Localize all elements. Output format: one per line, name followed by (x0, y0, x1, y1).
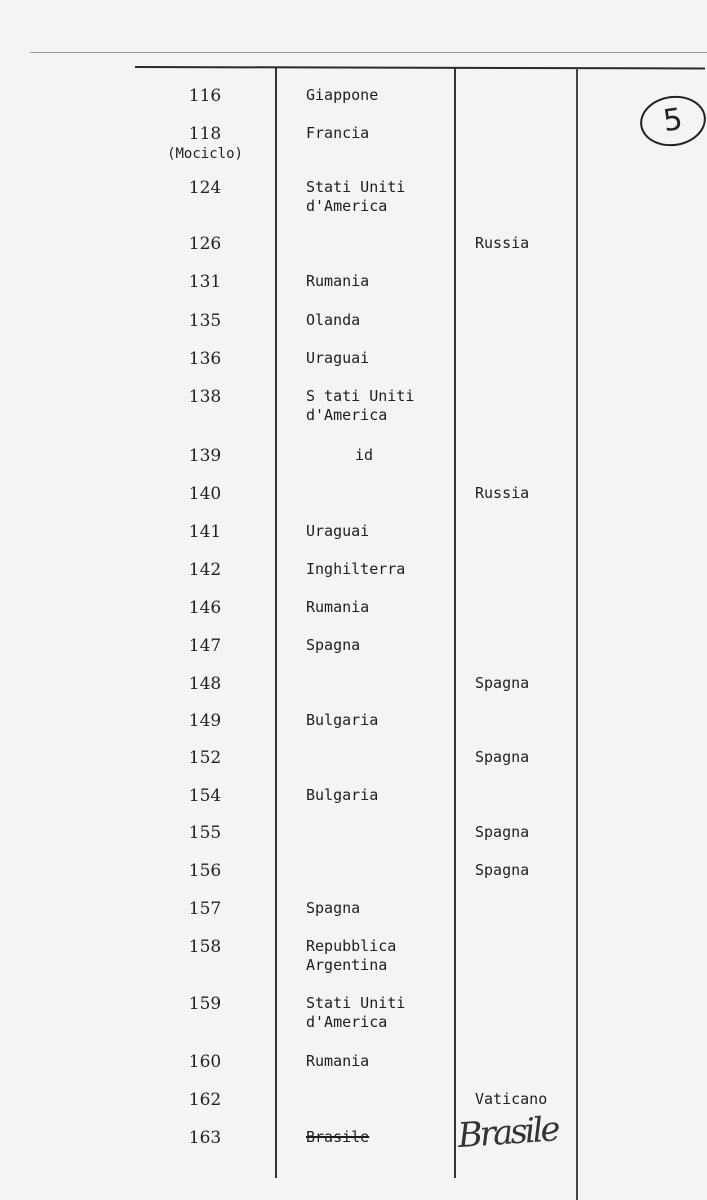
entry-number-text: 140 (188, 484, 222, 504)
table-row (0, 1090, 707, 1120)
third-column-cell: Vaticano (475, 1090, 548, 1108)
table-row (0, 1128, 707, 1158)
entry-number (140, 899, 270, 919)
entry-subtitle: (Mociclo) (167, 146, 243, 162)
country-cell: S tati Uniti d'America (306, 387, 415, 424)
table-row (0, 446, 707, 476)
entry-number-text: 141 (188, 522, 222, 542)
country-cell: Giappone (306, 86, 379, 104)
table-row (0, 994, 707, 1031)
entry-number (140, 823, 270, 843)
entry-number (140, 786, 270, 806)
entry-number (140, 124, 270, 164)
country-cell: Rumania (306, 272, 370, 290)
entry-number (140, 1090, 270, 1110)
entry-number (140, 674, 270, 694)
entry-number-text: 157 (188, 899, 222, 919)
entry-number (140, 994, 270, 1014)
entry-number (140, 86, 270, 106)
third-column-cell: Spagna (475, 861, 530, 879)
entry-number-text: 154 (188, 786, 222, 806)
handwritten-signature: Brasile (456, 1109, 559, 1157)
entry-number-text: 118 (188, 124, 222, 144)
table-row (0, 272, 707, 302)
entry-number-text: 126 (188, 234, 222, 254)
table-row (0, 349, 707, 379)
entry-number-text: 135 (188, 311, 222, 331)
entry-number (140, 748, 270, 768)
entry-number (140, 711, 270, 731)
entry-number-text: 160 (188, 1052, 222, 1072)
entry-number-text: 139 (188, 446, 222, 466)
entry-number-text: 163 (188, 1128, 222, 1148)
table-row (0, 711, 707, 741)
entry-number-text: 156 (188, 861, 222, 881)
country-cell: Olanda (306, 311, 361, 329)
country-cell: Repubblica Argentina (306, 937, 397, 974)
third-column-cell: Spagna (475, 823, 530, 841)
entry-number (140, 937, 270, 957)
entry-number-text: 155 (188, 823, 222, 843)
entry-number (140, 484, 270, 504)
entry-number-text: 131 (188, 272, 222, 292)
table-row (0, 937, 707, 974)
table-row (0, 234, 707, 264)
entry-number-text: 148 (188, 674, 222, 694)
country-cell: Bulgaria (306, 786, 379, 804)
entry-number (140, 446, 270, 466)
country-cell: id (354, 446, 374, 464)
table-row (0, 899, 707, 929)
entry-number-text: 162 (188, 1090, 222, 1110)
entry-number (140, 234, 270, 254)
country-cell: Inghilterra (306, 560, 406, 578)
entry-number-text: 146 (188, 598, 222, 618)
table-row (0, 861, 707, 891)
country-cell: Francia (306, 124, 370, 142)
entry-number-text: 142 (188, 560, 222, 580)
entry-number (140, 387, 270, 407)
table-row (0, 124, 707, 162)
third-column-cell: Spagna (475, 748, 530, 766)
entry-number (140, 1128, 270, 1148)
country-cell: Rumania (306, 598, 370, 616)
third-column-cell: Russia (475, 484, 530, 502)
country-cell: Uraguai (306, 349, 370, 367)
entry-number-text: 136 (188, 349, 222, 369)
table-row (0, 522, 707, 552)
header-rule (135, 66, 705, 69)
entry-number (140, 311, 270, 331)
table-row (0, 484, 707, 514)
country-cell: Spagna (306, 899, 361, 917)
table-row (0, 1052, 707, 1082)
table-row (0, 823, 707, 853)
table-row (0, 636, 707, 666)
table-row (0, 598, 707, 628)
table-row (0, 387, 707, 424)
country-cell: Stati Uniti d'America (306, 994, 406, 1031)
entry-number-text: 116 (188, 86, 222, 106)
entry-number (140, 272, 270, 292)
table-row (0, 86, 707, 116)
entry-number-text: 152 (188, 748, 222, 768)
entry-number (140, 178, 270, 198)
table-row (0, 560, 707, 590)
entry-number-text: 159 (188, 994, 222, 1014)
country-cell: Stati Uniti d'America (306, 178, 406, 215)
entry-number-text: 138 (188, 387, 222, 407)
country-cell: Uraguai (306, 522, 370, 540)
entry-number (140, 349, 270, 369)
table-row (0, 311, 707, 341)
entry-number (140, 598, 270, 618)
table-row (0, 748, 707, 778)
country-cell: Bulgaria (306, 711, 379, 729)
third-column-cell: Spagna (475, 674, 530, 692)
country-cell: Brasile (306, 1128, 370, 1146)
entry-number (140, 1052, 270, 1072)
entry-number (140, 522, 270, 542)
country-cell: Rumania (306, 1052, 370, 1070)
entry-number (140, 861, 270, 881)
entry-number-text: 158 (188, 937, 222, 957)
entry-number (140, 636, 270, 656)
circled-page-number: 5 (637, 92, 707, 151)
entry-number-text: 149 (188, 711, 222, 731)
country-cell: Spagna (306, 636, 361, 654)
entry-number-text: 147 (188, 636, 222, 656)
table-row (0, 674, 707, 704)
entry-number (140, 560, 270, 580)
fold-line (30, 52, 707, 53)
entry-number-text: 124 (188, 178, 222, 198)
third-column-cell: Russia (475, 234, 530, 252)
table-row (0, 178, 707, 215)
table-row (0, 786, 707, 816)
